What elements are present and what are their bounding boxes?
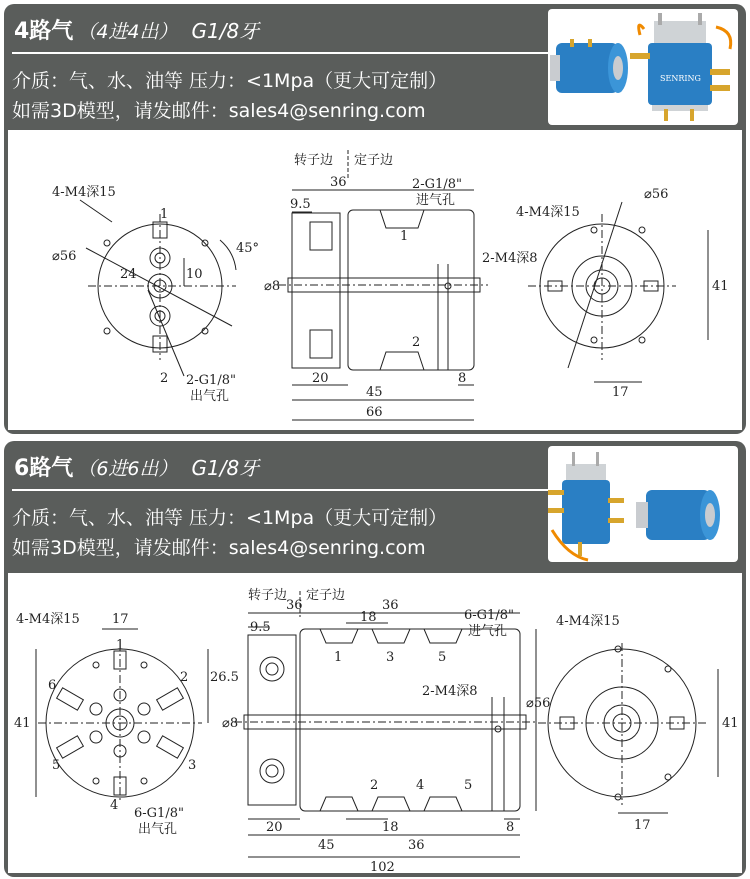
inlet-4: 4 (416, 778, 425, 793)
outlet-hole-label: 出气孔 (190, 389, 230, 404)
diameter-label: ⌀56 (52, 249, 77, 264)
brand-label: SENRING (660, 74, 701, 83)
shaft-diameter-label: ⌀8 (264, 279, 281, 294)
technical-drawing (8, 130, 742, 430)
dim-8: 8 (458, 371, 467, 386)
stator-side-label: 定子边 (354, 153, 394, 168)
dim-41-right: 41 (722, 716, 739, 731)
right-m4-label: 4-M4深15 (556, 614, 620, 629)
product-photo-image (548, 446, 738, 562)
dim-45: 45 (366, 385, 383, 400)
section-title: 4路气 （4进4出） G1/8牙 (14, 19, 260, 44)
contact-email-info: 如需3D模型，请发邮件：sales4@senring.com (12, 537, 426, 559)
section-6-way (4, 441, 746, 877)
dim-24: 24 (120, 267, 137, 282)
dim-102: 102 (370, 860, 395, 873)
dim-20: 20 (312, 371, 329, 386)
dim-17-top: 17 (112, 612, 129, 627)
inlet-1: 1 (334, 650, 343, 665)
dim-20: 20 (266, 820, 283, 835)
inlet-hole-label: 进气孔 (468, 624, 508, 639)
rotor-side-label: 转子边 (294, 153, 334, 168)
drawing-svg (8, 130, 742, 430)
inlet-port-2: 2 (412, 335, 421, 350)
dim-18-bottom: 18 (382, 820, 399, 835)
port-2: 2 (180, 670, 189, 685)
medium-pressure-info: 介质：气、水、油等 压力：<1Mpa（更大可定制） (12, 507, 448, 529)
inlet-hole-label: 进气孔 (416, 193, 456, 208)
inlet-3: 3 (386, 650, 395, 665)
dim-8: 8 (506, 820, 515, 835)
stator-side-label: 定子边 (306, 588, 346, 603)
dim-10: 10 (186, 267, 203, 282)
inlet-thread-label: 2-G1/8" (412, 177, 462, 192)
outlet-thread-label: 6-G1/8" (134, 806, 184, 821)
dim-41-left: 41 (14, 716, 31, 731)
contact-email-info: 如需3D模型，请发邮件：sales4@senring.com (12, 100, 426, 122)
port-2-label: 2 (160, 371, 169, 386)
inlet-thread-label: 6-G1/8" (464, 608, 514, 623)
technical-drawing (8, 573, 742, 873)
angle-45: 45° (236, 241, 260, 256)
dim-17: 17 (612, 385, 629, 400)
shaft-diameter-label: ⌀8 (222, 716, 239, 731)
port-5: 5 (52, 758, 61, 773)
side-m4-label: 2-M4深8 (482, 251, 538, 266)
port-3: 3 (188, 758, 197, 773)
title-divider (12, 489, 548, 491)
product-photo (548, 9, 738, 125)
title-divider (12, 52, 548, 54)
dim-66: 66 (366, 405, 383, 420)
medium-pressure-info: 介质：气、水、油等 压力：<1Mpa（更大可定制） (12, 70, 448, 92)
dim-18-top: 18 (360, 610, 377, 625)
dim-9-5: 9.5 (250, 620, 271, 635)
dim-26-5: 26.5 (210, 670, 239, 685)
inlet-2: 2 (370, 778, 379, 793)
right-diameter-label: ⌀56 (644, 187, 669, 202)
section-title: 6路气 （6进6出） G1/8牙 (14, 456, 260, 481)
dim-36: 36 (330, 175, 347, 190)
port-1: 1 (116, 638, 125, 653)
body-diameter-label: ⌀56 (526, 696, 551, 711)
dim-41: 41 (712, 279, 729, 294)
port-1-label: 1 (160, 207, 169, 222)
drawing-svg (8, 573, 742, 873)
inlet-5: 5 (438, 650, 447, 665)
m4-depth-label: 4-M4深15 (16, 612, 80, 627)
product-photo-image (548, 9, 738, 125)
dim-45: 45 (318, 838, 335, 853)
dim-9-5: 9.5 (290, 197, 311, 212)
dim-17-bottom: 17 (634, 818, 651, 833)
dim-36-c: 36 (408, 838, 425, 853)
product-photo (548, 446, 738, 562)
outlet-hole-label: 出气孔 (138, 822, 178, 837)
port-6: 6 (48, 678, 57, 693)
port-4: 4 (110, 798, 119, 813)
section-4-way (4, 4, 746, 434)
outlet-thread-label: 2-G1/8" (186, 373, 236, 388)
m4-depth-label: 4-M4深15 (52, 185, 116, 200)
dim-36-b: 36 (382, 598, 399, 613)
side-m4-label: 2-M4深8 (422, 684, 478, 699)
inlet-5-bottom: 5 (464, 778, 473, 793)
inlet-port-1: 1 (400, 229, 409, 244)
dim-36-a: 36 (286, 598, 303, 613)
right-m4-label: 4-M4深15 (516, 205, 580, 220)
rotor-side-label: 转子边 (248, 588, 288, 603)
